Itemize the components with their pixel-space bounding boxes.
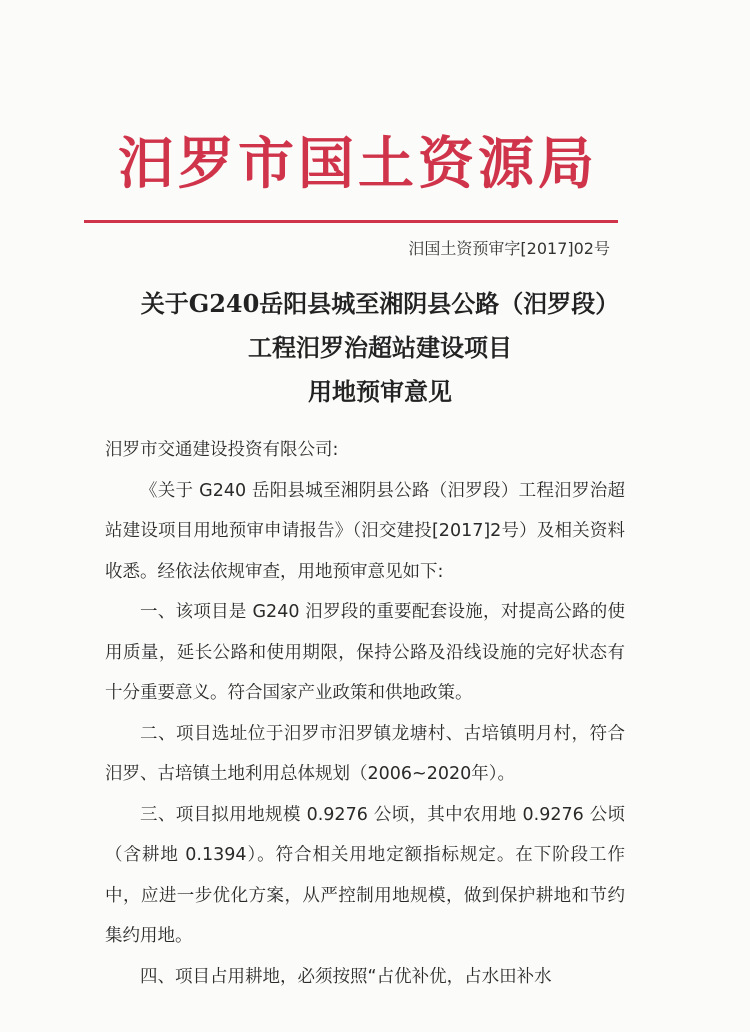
red-divider-line	[84, 220, 618, 223]
paragraph-2: 一、该项目是 G240 汨罗段的重要配套设施，对提高公路的使用质量，延长公路和使用期限，保持公路及沿线设施的完好状态有十分重要意义。符合国家产业政策和供地政策。	[105, 602, 625, 703]
salutation: 汨罗市交通建设投资有限公司:	[105, 440, 339, 460]
title-line-3: 用地预审意见	[308, 377, 452, 406]
title-line-1: 关于G240岳阳县城至湘阴县公路（汨罗段）	[140, 289, 620, 318]
document-number: 汨国土资预审字[2017]02号	[408, 239, 610, 258]
document-title	[60, 282, 700, 414]
document-body	[105, 430, 625, 997]
paragraph-3: 二、项目选址位于汨罗市汨罗镇龙塘村、古培镇明月村，符合汨罗、古培镇土地利用总体规划（2006~2020年）。	[105, 723, 625, 784]
paragraph-4: 三、项目拟用地规模 0.9276 公顷，其中农用地 0.9276 公顷（含耕地 0.1394）。符合相关用地定额指标规定。在下阶段工作中，应进一步优化方案，从严控制用地规模，做到保护耕地和节约集约用地。	[105, 804, 625, 946]
title-line-2: 工程汨罗治超站建设项目	[248, 333, 512, 362]
paragraph-5: 四、项目占用耕地，必须按照“占优补优，占水田补水	[140, 966, 552, 987]
paragraph-1: 《关于 G240 岳阳县城至湘阴县公路（汨罗段）工程汨罗治超站建设项目用地预审申请报告》（汨交建投[2017]2号）及相关资料收悉。经依法依规审查，用地预审意见如下:	[105, 480, 625, 582]
agency-masthead: 汨罗市国土资源局	[118, 131, 598, 197]
